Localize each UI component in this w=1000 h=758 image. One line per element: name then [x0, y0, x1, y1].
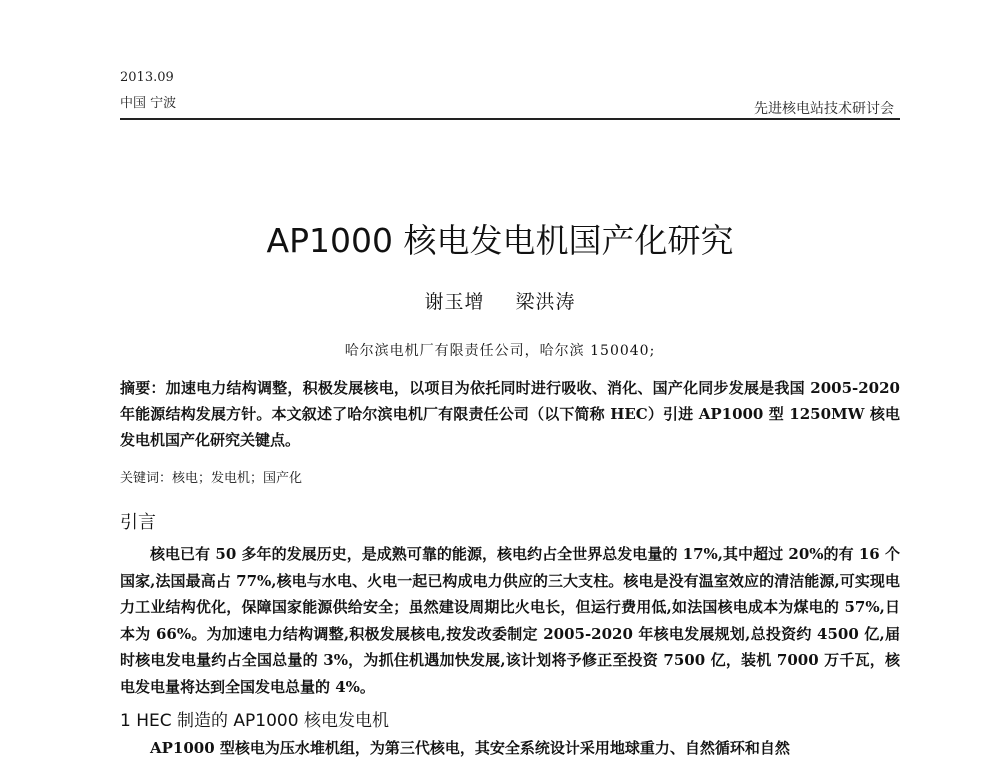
abstract: 摘要：加速电力结构调整，积极发展核电，以项目为依托同时进行吸收、消化、国产化同步发展是我国 2005-2020 年能源结构发展方针。本文叙述了哈尔滨电机厂有限责任公司（以下简称 HEC）引进 AP1000 型 1250MW 核电发电机国产化研究关键点。: [120, 379, 900, 449]
paper-title: AP1000 核电发电机国产化研究: [266, 221, 734, 260]
header-place: 中国 宁波: [120, 96, 177, 111]
affiliation: 哈尔滨电机厂有限责任公司，哈尔滨 150040;: [344, 343, 656, 359]
section-1-paragraph: AP1000 型核电为压水堆机组，为第三代核电，其安全系统设计采用地球重力、自然循环和自然: [150, 739, 790, 757]
header-date: 2013.09: [120, 70, 174, 85]
author-2: 梁洪涛: [515, 291, 576, 313]
header-conference: 先进核电站技术研讨会: [754, 101, 894, 117]
header-rule: [120, 118, 900, 120]
author-1: 谢玉增: [424, 291, 485, 313]
intro-heading: 引言: [120, 512, 156, 533]
author-list: [0, 287, 1000, 314]
section-1-heading: 1 HEC 制造的 AP1000 核电发电机: [120, 711, 389, 731]
intro-paragraph: 核电已有 50 多年的发展历史，是成熟可靠的能源，核电约占全世界总发电量的 17%,其中超过 20%的有 16 个国家,法国最高占 77%,核电与水电、火电一起已构成电力供应的三大支柱。核电是没有温室效应的清洁能源,可实现电力工业结构优化，保障国家能源供给安全；虽然建设周期比火电长，但运行费用低,如法国核电成本为煤电的 57%,日本为 66%。为加速电力结构调整,积极发展核电,按发改委制定 2005-2020 年核电发展规划,总投资约 4500 亿,届时核电发电量约占全国总量的 3%，为抓住机遇加快发展,该计划将予修正至投资 7500 亿，装机 7000 万千瓦，核电发电量将达到全国发电总量的 4%。: [120, 545, 900, 696]
keywords: 关键词：核电；发电机；国产化: [120, 471, 303, 486]
